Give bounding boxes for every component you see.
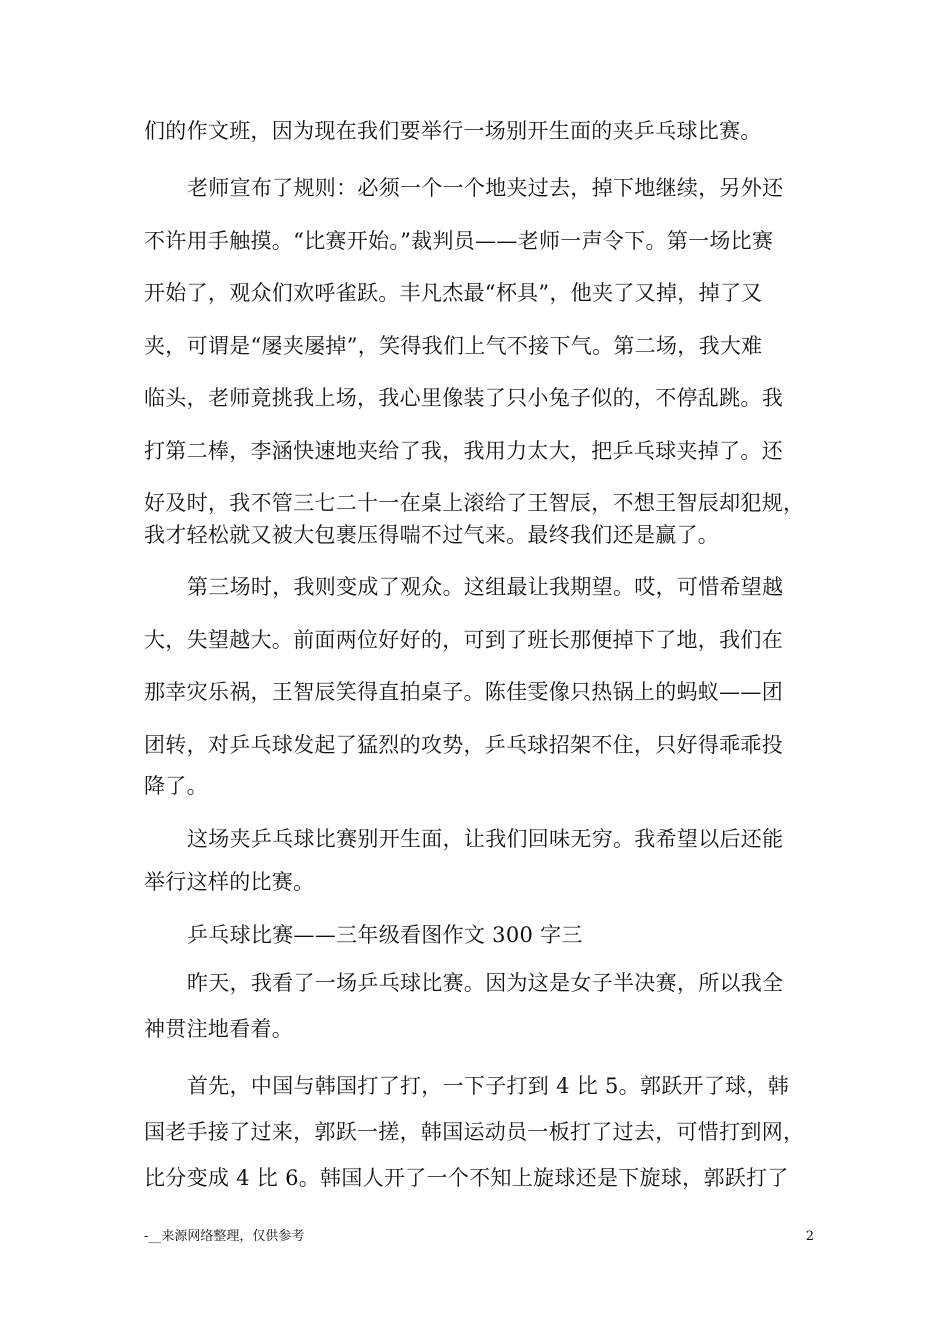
- text-line: 们的作文班，因为现在我们要举行一场别开生面的夹乒乓球比赛。: [144, 119, 762, 143]
- text-line: 好及时，我不管三七二十一在桌上滚给了王智辰，不想王智辰却犯规，: [144, 491, 805, 515]
- text-line: 首先，中国与韩国打了打，一下子打到 4 比 5。郭跃开了球，韩: [187, 1074, 790, 1098]
- footer-source-note: -__来源网络整理，仅供参考: [144, 1229, 305, 1244]
- section-heading: 乒乓球比赛——三年级看图作文 300 字三: [187, 923, 583, 947]
- text-line: 国老手接了过来，郭跃一搓，韩国运动员一板打了过去，可惜打到网，: [144, 1120, 805, 1144]
- text-line: 那幸灾乐祸，王智辰笑得直拍桌子。陈佳雯像只热锅上的蚂蚁——团: [144, 680, 783, 704]
- text-line: 我才轻松就又被大包裹压得喘不过气来。最终我们还是赢了。: [144, 523, 720, 547]
- text-line: 神贯注地看着。: [144, 1017, 294, 1041]
- text-line: 夹，可谓是“屡夹屡掉”，笑得我们上气不接下气。第二场，我大难: [144, 334, 763, 358]
- text-line: 临头，老师竟挑我上场，我心里像装了只小兔子似的，不停乱跳。我: [144, 386, 783, 410]
- text-line: 降了。: [144, 774, 208, 798]
- text-line: 团转，对乒乓球发起了猛烈的攻势，乒乓球招架不住，只好得乖乖投: [144, 733, 783, 757]
- text-line: 昨天，我看了一场乒乓球比赛。因为这是女子半决赛，所以我全: [187, 971, 784, 995]
- text-line: 老师宣布了规则：必须一个一个地夹过去，掉下地继续，另外还: [187, 176, 784, 200]
- text-line: 比分变成 4 比 6。韩国人开了一个不知上旋球还是下旋球，郭跃打了: [144, 1166, 789, 1190]
- text-line: 举行这样的比赛。: [144, 870, 315, 894]
- text-line: 大，失望越大。前面两位好好的，可到了班长那便掉下了地，我们在: [144, 628, 783, 652]
- text-line: 这场夹乒乓球比赛别开生面，让我们回味无穷。我希望以后还能: [187, 827, 784, 851]
- text-line: 打第二棒，李涵快速地夹给了我，我用力太大，把乒乓球夹掉了。还: [144, 439, 783, 463]
- page-number: 2: [805, 1229, 814, 1244]
- text-line: 第三场时，我则变成了观众。这组最让我期望。哎，可惜希望越: [187, 575, 784, 599]
- text-line: 不许用手触摸。“比赛开始。”裁判员——老师一声令下。第一场比赛: [144, 229, 774, 253]
- text-line: 开始了，观众们欢呼雀跃。丰凡杰最“杯具”，他夹了又掉，掉了又: [144, 281, 763, 305]
